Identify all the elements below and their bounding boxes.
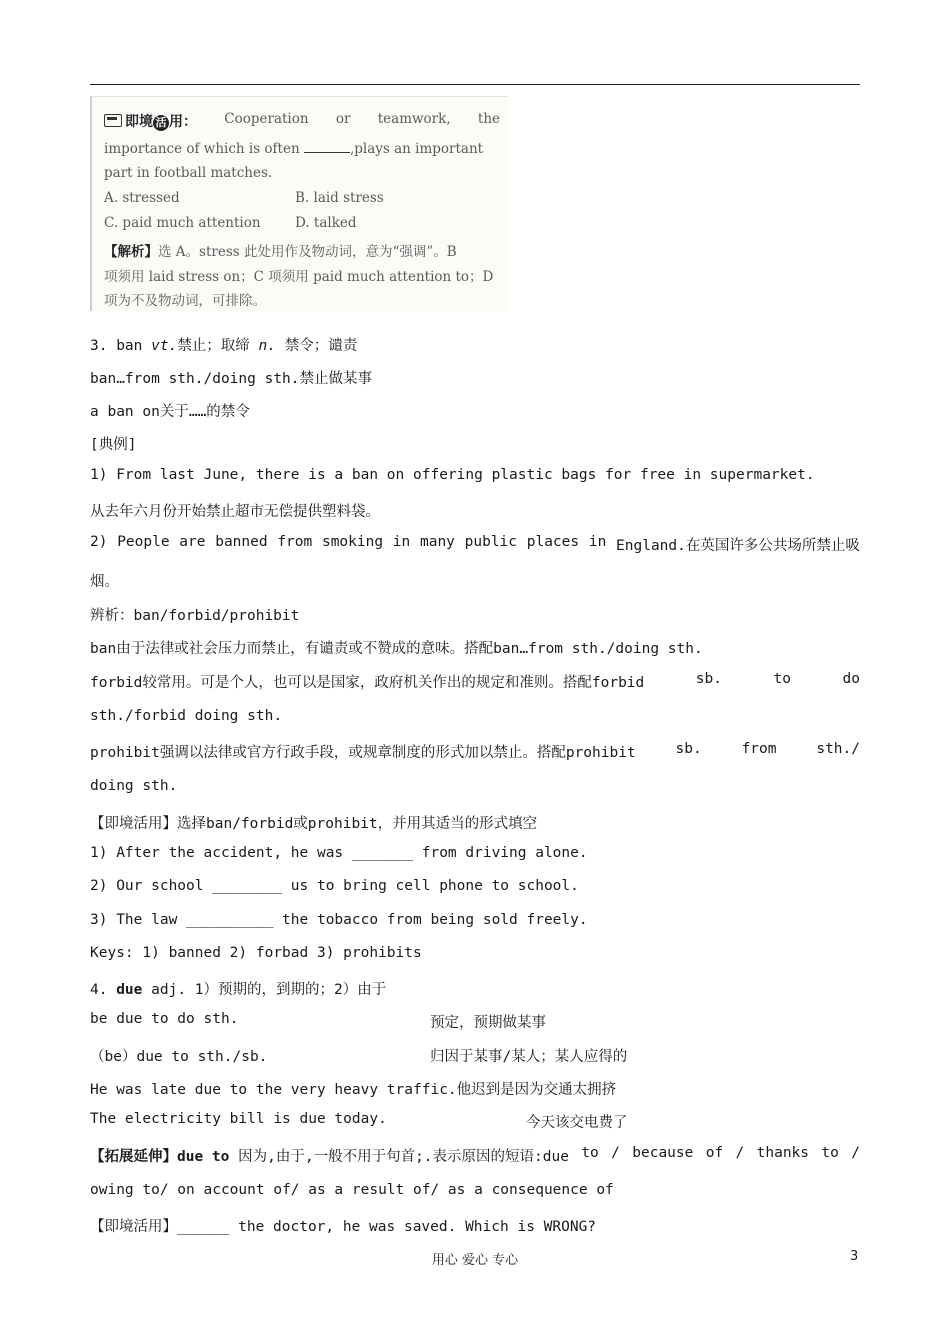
due-practice: 【即境活用】______ the doctor, he was saved. Which is WRONG? [90,1219,597,1235]
distinction-prohibit-continued: doing sth. [90,778,178,794]
ban-example-2: 2) People are banned from smoking in many public places in England.在英国许多公共场所禁止吸 [90,534,860,554]
distinction-forbid-continued: sth./forbid doing sth. [90,708,283,724]
circle-glyph: 活 [153,115,169,131]
practice-question-2: 2) Our school ________ us to bring cell phone to school. [90,878,579,894]
scan-header: 即境 活 用： [104,111,197,131]
ban-example-2-continued: 烟。 [90,574,119,590]
examples-label: [典例] [90,437,137,453]
practice-keys: Keys: 1) banned 2) forbad 3) prohibits [90,945,422,961]
distinction-prohibit: prohibit强调以法律或官方行政手段，或规章制度的形式加以禁止。搭配prohibit sb. from sth./ [90,741,860,761]
page-footer: 用心 爱心 专心 [431,1253,519,1268]
answer-blank [304,142,350,153]
ban-heading: 3. ban vt.禁止；取缔 n. 禁令；谴责 [90,338,358,354]
scanned-exercise-image [90,96,508,311]
ban-phrase-1: ban…from sth./doing sth.禁止做某事 [90,371,373,387]
due-heading: 4. due adj. 1）预期的，到期的；2）由于 [90,982,387,998]
due-example-2: The electricity bill is due today. 今天该交电费了 [90,1111,628,1131]
scan-option-a: A. stressed [104,190,180,206]
distinction-forbid: forbid较常用。可是个人，也可以是国家，政府机关作出的规定和准则。搭配forbid sb. to do [90,671,860,691]
scan-option-b: B. laid stress [295,190,384,206]
practice-question-3: 3) The law __________ the tobacco from being sold freely. [90,912,588,928]
due-phrase-2: （be）due to sth./sb. 归因于某事/某人；某人应得的 [90,1049,628,1065]
scan-question-line-3: part in football matches. [104,165,273,181]
scan-option-d: D. talked [295,215,357,231]
scan-analysis-line-2: 项须用 laid stress on；C 项须用 paid much attention to；D [104,269,494,285]
book-icon [104,114,122,127]
distinction-ban: ban由于法律或社会压力而禁止，有谴责或不赞成的意味。搭配ban…from sth./doing sth. [90,641,703,657]
scan-question-line-1: 即境 活 用： Cooperation or teamwork, the [104,111,500,131]
scan-analysis-line-3: 项为不及物动词，可排除。 [104,293,266,309]
scan-option-c: C. paid much attention [104,215,261,231]
distinction-label: 辨析：ban/forbid/prohibit [90,608,300,624]
scan-question-line-2: importance of which is often ,plays an important [104,141,484,157]
due-example-1: He was late due to the very heavy traffic.他迟到是因为交通太拥挤 [90,1082,617,1098]
due-extension: 【拓展延伸】due to 因为,由于,一般不用于句首;.表示原因的短语:due to / because of / thanks to / [90,1145,860,1165]
header-rule [90,84,860,85]
scan-analysis-line-1: 【解析】选 A。stress 此处用作及物动词，意为“强调”。B [104,244,457,260]
ban-example-1-translation: 从去年六月份开始禁止超市无偿提供塑料袋。 [90,504,380,520]
due-extension-continued: owing to/ on account of/ as a result of/ as a consequence of [90,1182,614,1198]
due-phrase-1: be due to do sth. 预定，预期做某事 [90,1011,546,1031]
page-number: 3 [850,1249,859,1264]
practice-label: 【即境活用】选择ban/forbid或prohibit，并用其适当的形式填空 [90,816,538,832]
ban-phrase-2: a ban on关于……的禁令 [90,404,250,420]
practice-question-1: 1) After the accident, he was _______ from driving alone. [90,845,588,861]
ban-example-1: 1) From last June, there is a ban on offering plastic bags for free in supermarket. [90,467,815,483]
